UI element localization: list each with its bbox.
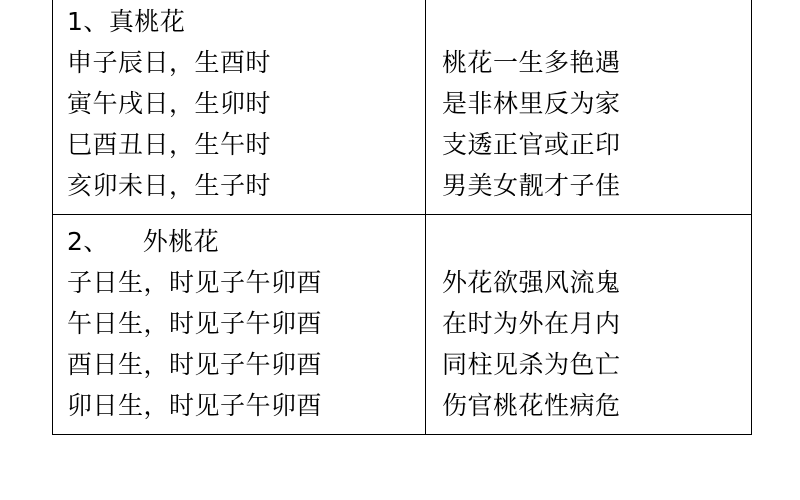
- row2-left-line-4: 卯日生，时见子午卯酉: [67, 391, 323, 420]
- row1-left-content: [53, 0, 425, 214]
- table-row: [53, 215, 752, 435]
- row1-right-line-3: 支透正官或正印: [442, 130, 621, 159]
- row2-right-line-1: 外花欲强风流鬼: [442, 268, 621, 297]
- table-row: [53, 0, 752, 215]
- row2-right-cell: [426, 215, 752, 435]
- content-table: [52, 0, 752, 435]
- row1-left-line-1: 申子辰日，生酉时: [67, 48, 272, 77]
- row1-left-line-3: 巳酉丑日，生午时: [67, 130, 272, 159]
- row1-right-content: [426, 0, 751, 214]
- row2-right-line-4: 伤官桃花性病危: [442, 391, 621, 420]
- row1-right-spacer: [442, 1, 743, 42]
- row2-right-spacer: [442, 221, 743, 262]
- row2-left-line-1: 子日生，时见子午卯酉: [67, 268, 323, 297]
- row2-left-line-3: 酉日生，时见子午卯酉: [67, 350, 323, 379]
- row1-right-line-2: 是非林里反为家: [442, 89, 621, 118]
- row1-right-line-4: 男美女靓才子佳: [442, 171, 621, 200]
- row1-left-line-4: 亥卯未日，生子时: [67, 171, 272, 200]
- row1-left-line-2: 寅午戌日，生卯时: [67, 89, 272, 118]
- table-wrapper: [52, 0, 749, 435]
- row2-right-content: [426, 215, 751, 434]
- row2-right-line-2: 在时为外在月内: [442, 309, 621, 338]
- row2-left-cell: [53, 215, 426, 435]
- row1-right-cell: [426, 0, 752, 215]
- row2-left-title: 2、 外桃花: [67, 227, 220, 256]
- row1-right-line-1: 桃花一生多艳遇: [442, 48, 621, 77]
- row2-left-line-2: 午日生，时见子午卯酉: [67, 309, 323, 338]
- row1-left-cell: [53, 0, 426, 215]
- row1-left-title: 1、真桃花: [67, 7, 186, 36]
- row2-left-content: [53, 215, 425, 434]
- row2-right-line-3: 同柱见杀为色亡: [442, 350, 621, 379]
